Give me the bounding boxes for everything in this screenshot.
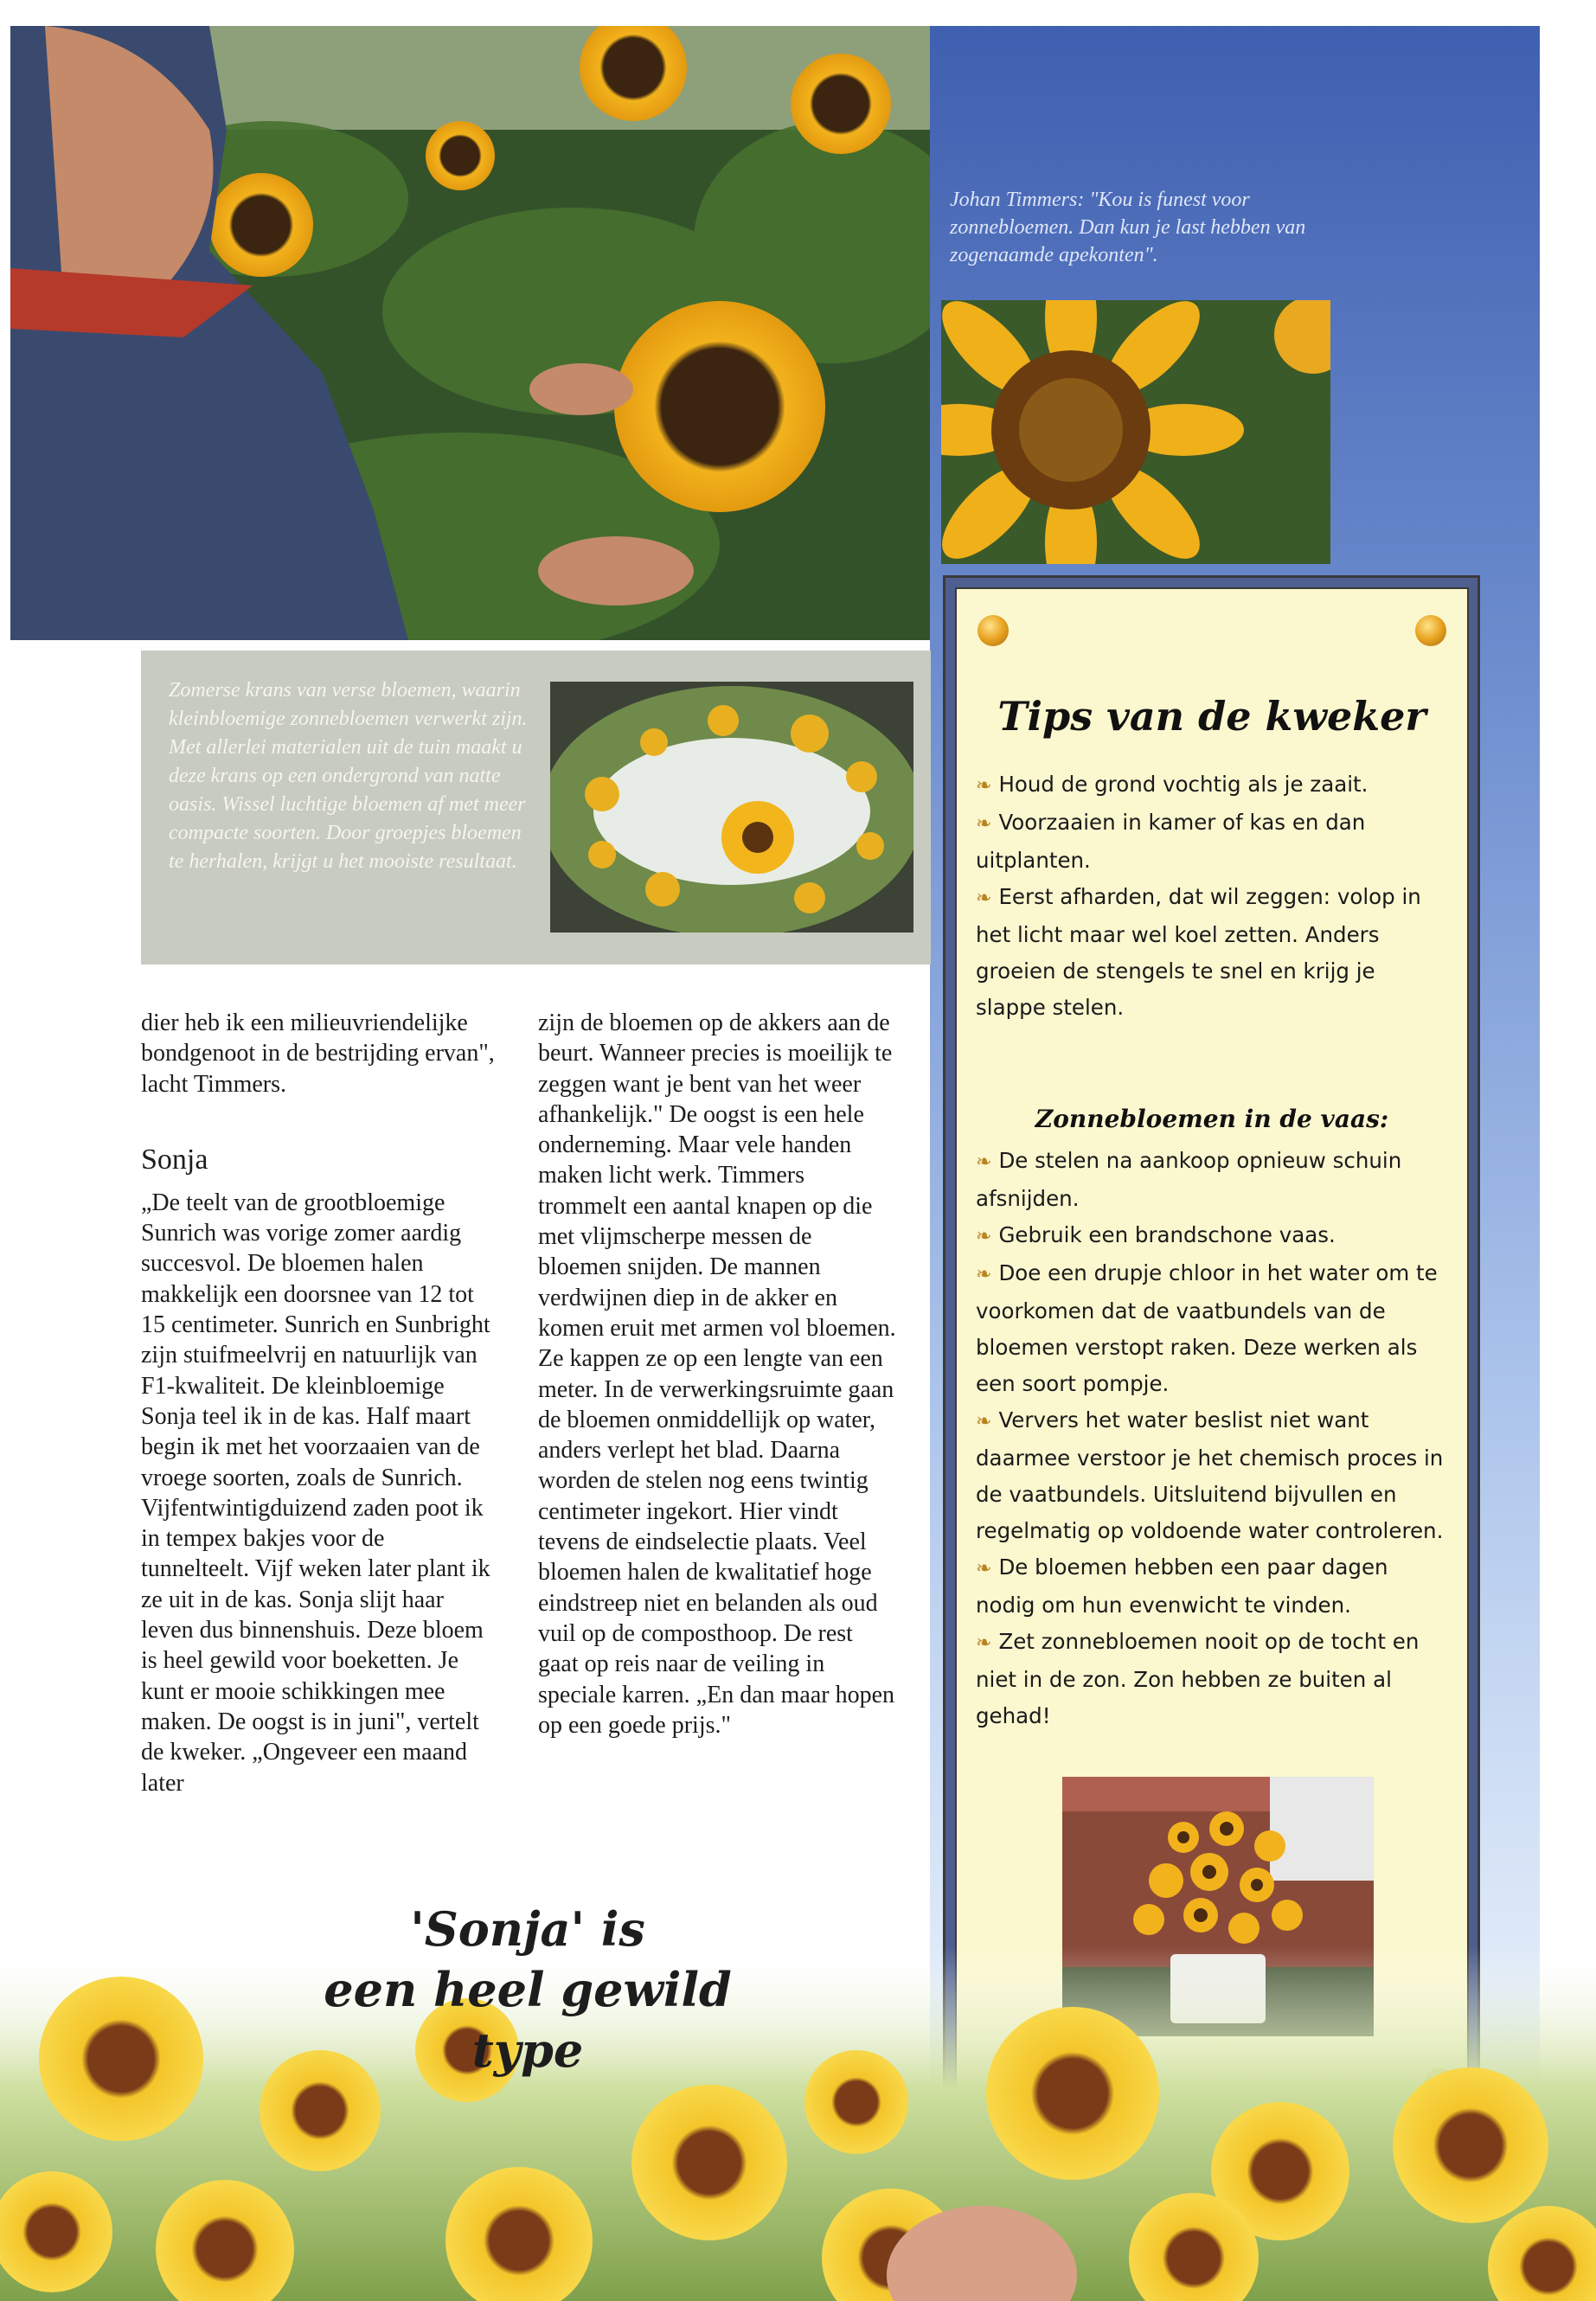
leaf-bullet-icon: ❧ bbox=[976, 1632, 992, 1654]
tips-title: Tips van de kweker bbox=[997, 693, 1426, 740]
sunflower-closeup-photo bbox=[941, 300, 1330, 564]
tips-panel bbox=[943, 575, 1480, 2112]
tip-item: ❧ Houd de grond vochtig als je zaait. bbox=[976, 772, 1368, 797]
column-1-body: „De teelt van de grootbloemige Sunrich was vorige zomer aardig succesvol. De bloemen halen makkelijk een doorsnee van 12 tot 15 centimeter. Sunrich en Sunbright zijn stuifmeelvrij en natuurlijk van F1-kwaliteit. De kleinbloemige Sonja teel ik in de kas. Half maart begin ik met het voorzaaien van de vroege soorten, zoals de Sunrich. Vijfentwintigduizend zaden poot ik in tempex bakjes voor de tunnelteelt. Vijf weken later plant ik ze uit in de kas. Sonja slijt haar leven dus binnenshuis. Deze bloem is heel gewild voor boeketten. Je kunt er mooie schikkingen mee maken. De oogst is in juni", vertelt de kweker. „Ongeveer een maand later bbox=[141, 1189, 490, 1797]
slogan-line-1: 'Sonja' is bbox=[410, 1901, 645, 1957]
tip-item: ❧ De bloemen hebben een paar dagen nodig om hun evenwicht te vinden. bbox=[976, 1554, 1388, 1618]
vase-tips-list bbox=[976, 1143, 1452, 1734]
farmer-sunflower-photo bbox=[10, 26, 930, 640]
wreath-photo bbox=[550, 682, 913, 933]
column-2-body: zijn de bloemen op de akkers aan de beurt. Wanneer precies is moeilijk te zeggen want je bent van het weer afhankelijk." De oogst is een hele onderneming. Maar vele handen maken licht werk. Timmers trommelt een aantal knapen op die met vlijmscherpe messen de bloemen snijden. De mannen verdwijnen diep in de akker en komen eruit met armen vol bloemen. Ze kappen ze op een lengte van een meter. In de verwerkingsruimte gaan de bloemen onmiddellijk op water, anders verlept het blad. Daarna worden de stelen nog eens twintig centimeter ingekort. Hier vindt tevens de eindselectie plaats. Veel bloemen halen de kwalitatief hoge eindstreep niet en belanden als oud vuil op de composthoop. De rest gaat op reis naar de veiling in speciale karren. „En dan maar hopen op een goede prijs." bbox=[538, 1009, 896, 1739]
leaf-bullet-icon: ❧ bbox=[976, 775, 992, 797]
pin-icon bbox=[1415, 615, 1446, 646]
johan-caption: Johan Timmers: "Kou is funest voor zonnebloemen. Dan kun je last hebben van zogenaamde apekonten". bbox=[950, 189, 1306, 266]
tip-item: ❧ Gebruik een brandschone vaas. bbox=[976, 1222, 1336, 1247]
tips-list bbox=[976, 766, 1452, 1026]
tip-item: ❧ Zet zonnebloemen nooit op de tocht en niet in de zon. Zon hebben ze buiten al gehad! bbox=[976, 1629, 1420, 1728]
pin-icon bbox=[977, 615, 1009, 646]
leaf-bullet-icon: ❧ bbox=[976, 1411, 992, 1433]
slogan-line-2: een heel gewild type bbox=[324, 1962, 732, 2078]
leaf-bullet-icon: ❧ bbox=[976, 1226, 992, 1247]
article-column-2 bbox=[538, 1008, 897, 1740]
sunflower-field-photo bbox=[0, 1946, 1596, 2301]
wreath-caption: Zomerse krans van verse bloemen, waarin kleinbloemige zonnebloemen verwerkt zijn. Met allerlei materialen uit de tuin maakt u deze krans op een ondergrond van natte oasis. Wissel luchtige bloemen af met meer compacte soorten. Door groepjes bloemen te herhalen, krijgt u het mooiste resultaat. bbox=[169, 679, 528, 873]
tip-item: ❧ Ververs het water beslist niet want daarmee verstoor je het chemisch proces in de vaatbundels. Uitsluitend bijvullen en regelmatig op voldoende water controleren. bbox=[976, 1407, 1444, 1543]
wreath-caption-box bbox=[141, 651, 931, 965]
leaf-bullet-icon: ❧ bbox=[976, 813, 992, 835]
leaf-bullet-icon: ❧ bbox=[976, 888, 992, 909]
section-heading-sonja: Sonja bbox=[141, 1143, 208, 1176]
article-column-1 bbox=[141, 1008, 496, 1798]
tips-panel-inner bbox=[955, 587, 1469, 2100]
column-1-intro: dier heb ik een milieuvriendelijke bondgenoot in de bestrijding ervan", lacht Timmers. bbox=[141, 1009, 495, 1098]
leaf-bullet-icon: ❧ bbox=[976, 1151, 992, 1173]
slogan bbox=[285, 1899, 770, 2080]
tip-item: ❧ Voorzaaien in kamer of kas en dan uitplanten. bbox=[976, 810, 1366, 873]
tip-item: ❧ Doe een drupje chloor in het water om te voorkomen dat de vaatbundels van de bloemen verstopt raken. Deze werken als een soort pompje. bbox=[976, 1260, 1438, 1396]
leaf-bullet-icon: ❧ bbox=[976, 1558, 992, 1580]
vase-tips-title: Zonnebloemen in de vaas: bbox=[1035, 1105, 1389, 1133]
leaf-bullet-icon: ❧ bbox=[976, 1264, 992, 1285]
tip-item: ❧ De stelen na aankoop opnieuw schuin afsnijden. bbox=[976, 1148, 1402, 1211]
tip-item: ❧ Eerst afharden, dat wil zeggen: volop in het licht maar wel koel zetten. Anders groeien de stengels te snel en krijg je slappe stelen. bbox=[976, 884, 1421, 1020]
